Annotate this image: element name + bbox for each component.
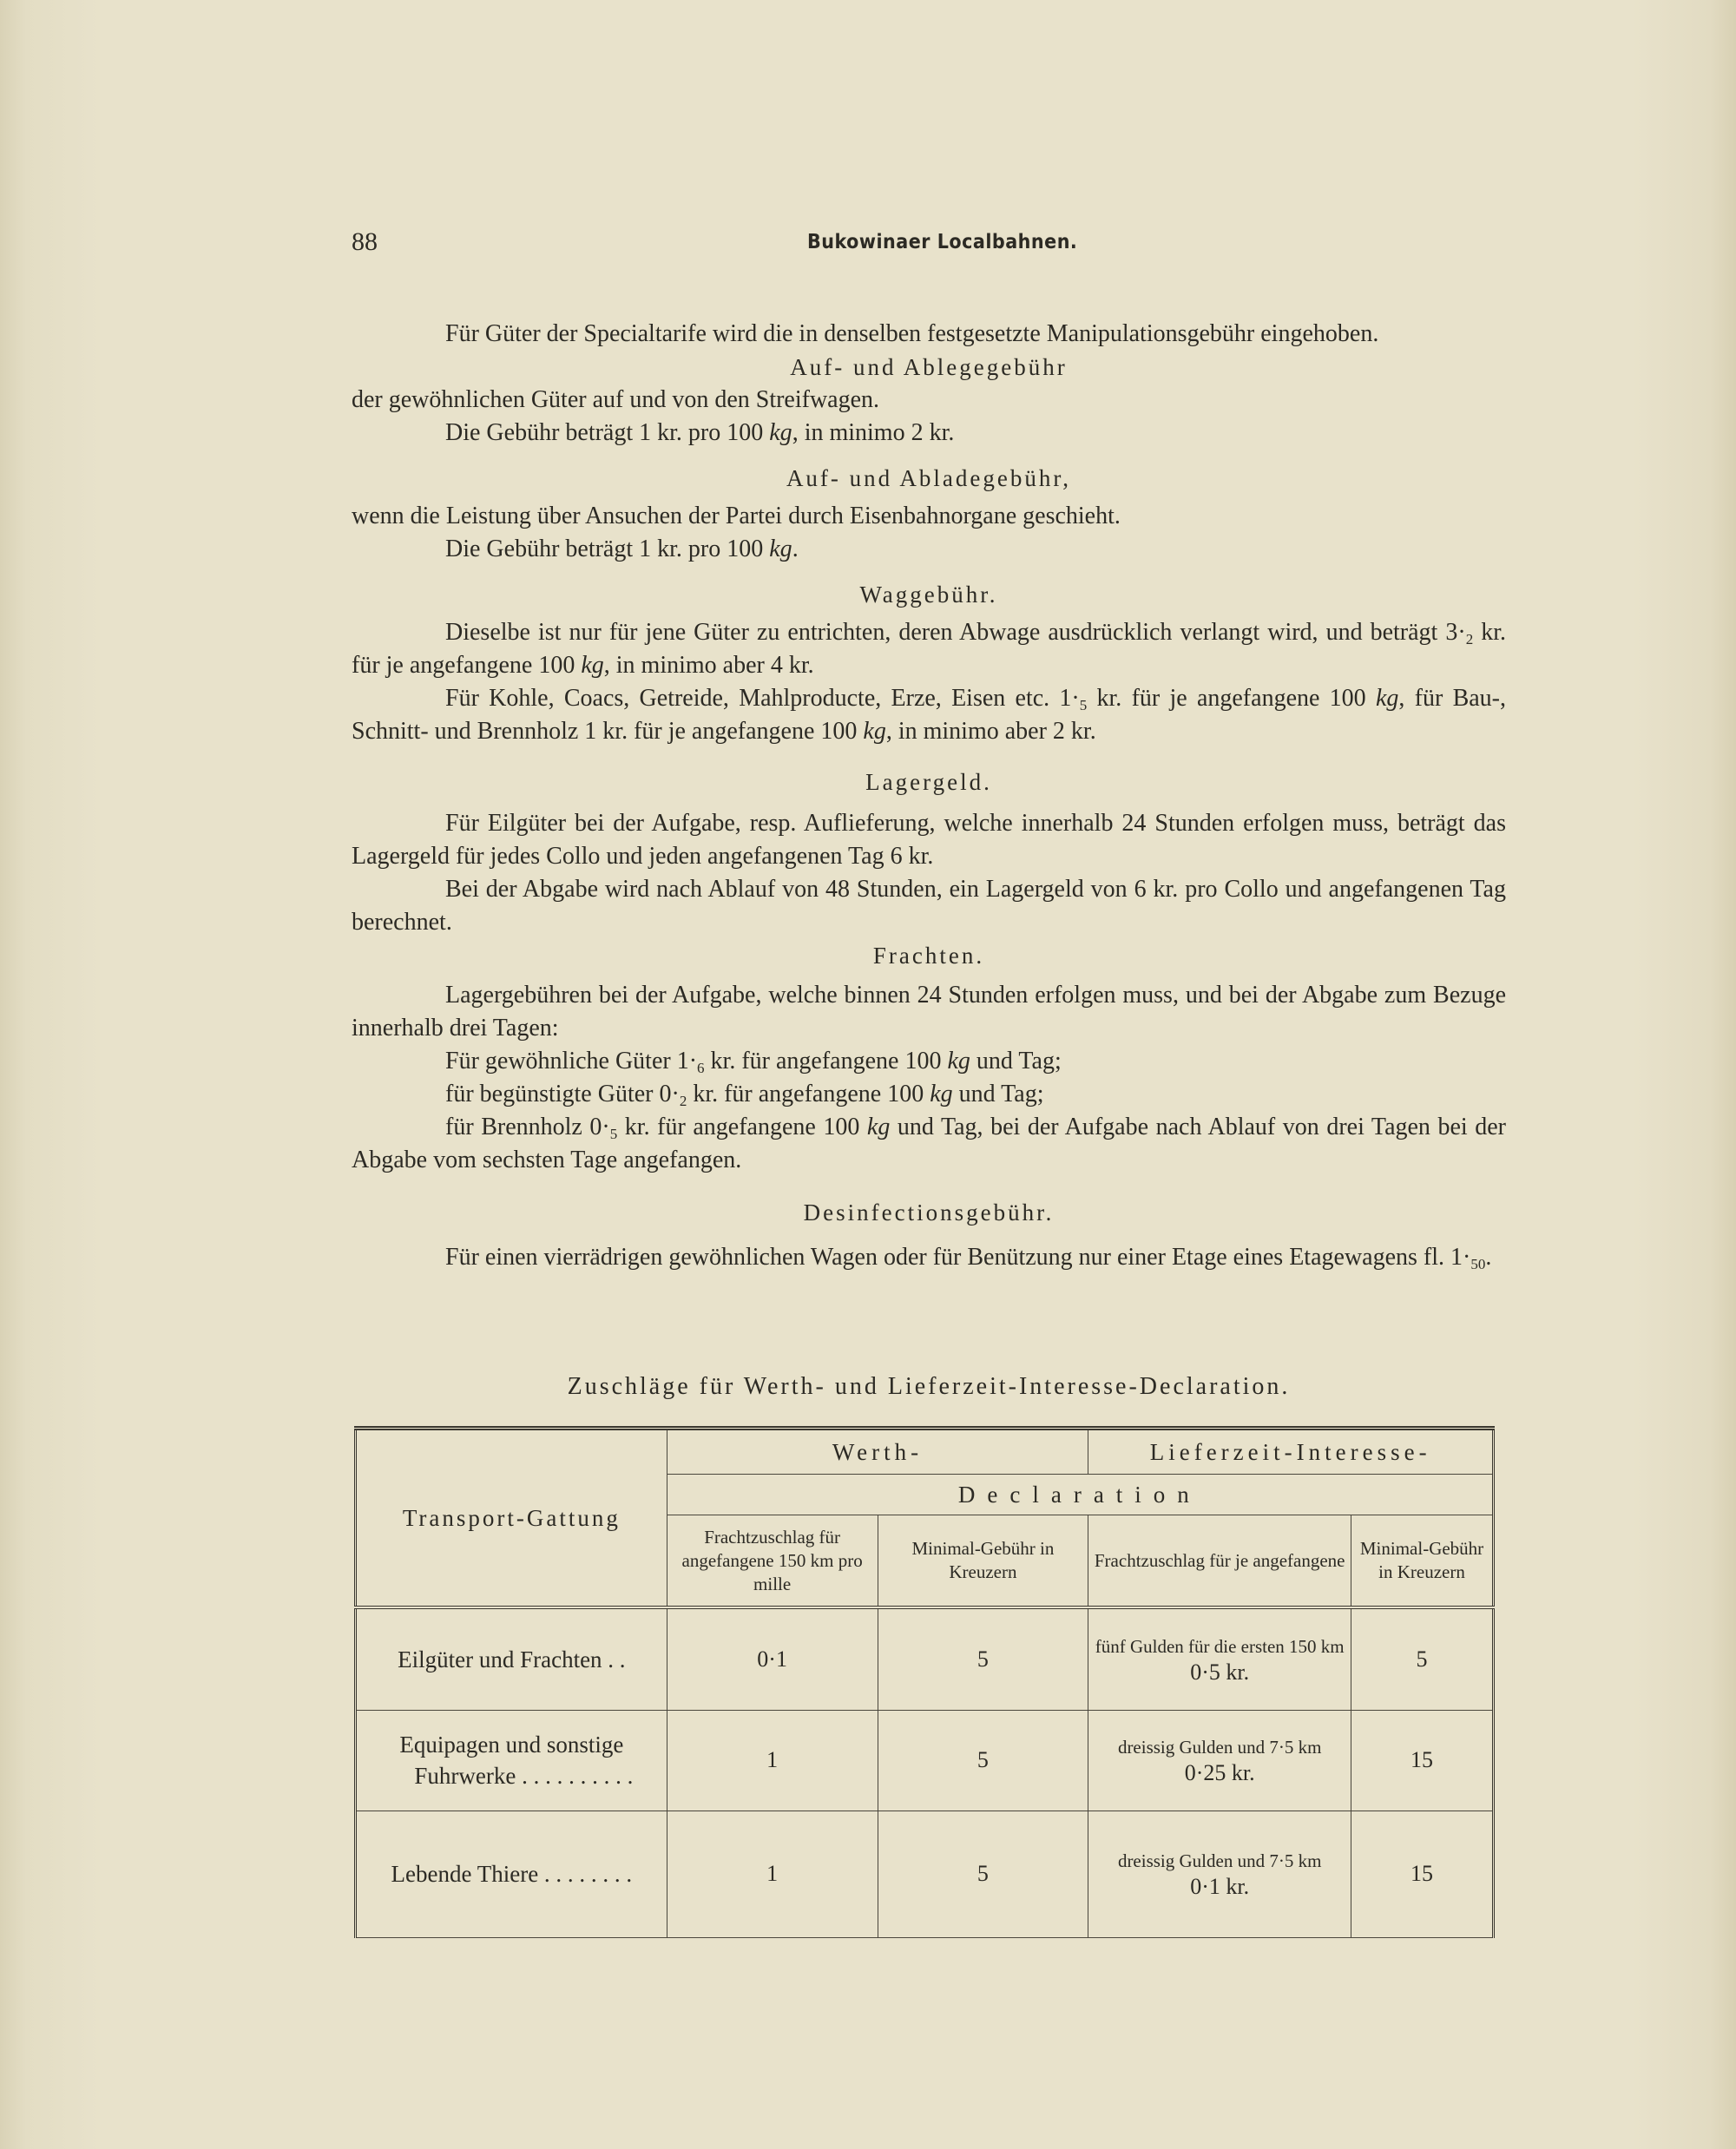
cell-liefer-zuschlag xyxy=(1088,1607,1351,1710)
unit-kg: kg xyxy=(947,1048,970,1074)
heading-ablegegebuehr: Auf- und Ablegegebühr xyxy=(790,354,1068,380)
cell-werth-minimal: 5 xyxy=(878,1607,1088,1710)
subscript: 5 xyxy=(1079,697,1088,713)
text-run: für begünstigte Güter 0· xyxy=(445,1081,680,1107)
unit-kg: kg xyxy=(769,536,792,562)
table-row xyxy=(356,1710,1494,1811)
subscript: 5 xyxy=(609,1126,618,1142)
column-header-liefer-zuschlag: Frachtzuschlag für je angefangene xyxy=(1088,1515,1351,1608)
text-run: Für einen vierrädrigen gewöhnlichen Wagen oder für Benützung nur einer Etage eines Etagewagens fl. 1· xyxy=(445,1244,1471,1271)
text-run: und Tag, bei der Aufgabe nach Ablauf von drei Tagen bei der Abgabe vom sechsten Tage angefangen. xyxy=(352,1114,1507,1173)
heading-waggebuehr: Waggebühr. xyxy=(859,582,998,608)
body-text xyxy=(352,318,1506,1274)
text-run: Die Gebühr beträgt 1 kr. pro 100 xyxy=(445,419,770,446)
unit-kg: kg xyxy=(769,419,792,446)
column-header-liefer-minimal: Minimal-Gebühr in Kreuzern xyxy=(1351,1515,1494,1608)
paragraph-abgabe: Bei der Abgabe wird nach Ablauf von 48 Stunden, ein Lagergeld von 6 kr. pro Collo und angefangenen Tag berechnet. xyxy=(352,876,1506,936)
text-run: . xyxy=(1485,1244,1492,1271)
running-head xyxy=(352,227,1506,262)
page-number: 88 xyxy=(352,227,378,256)
row-label: Lebende Thiere . . . . . . . . xyxy=(356,1811,667,1937)
text-run: , in minimo aber 4 kr. xyxy=(603,652,814,679)
row-label: Eilgüter und Frachten . . xyxy=(356,1607,667,1710)
table-title: Zuschläge für Werth- und Lieferzeit-Interesse-Declaration. xyxy=(567,1373,1291,1400)
cell-liefer-zuschlag xyxy=(1088,1811,1351,1937)
paragraph-streifwagen: der gewöhnlichen Güter auf und von den Streifwagen. xyxy=(352,386,880,413)
subscript: 50 xyxy=(1470,1256,1486,1272)
running-title: Bukowinaer Localbahnen. xyxy=(807,231,1078,253)
heading-frachten: Frachten. xyxy=(872,943,985,969)
heading-desinfection: Desinfectionsgebühr. xyxy=(803,1199,1055,1226)
row-label-line: Equipagen und sonstige xyxy=(399,1732,624,1758)
cell-value: 0·1 kr. xyxy=(1190,1874,1250,1899)
group-header-declaration: Declaration xyxy=(667,1475,1493,1515)
cell-note: dreissig Gulden und 7·5 km xyxy=(1117,1850,1322,1871)
table-header-row xyxy=(356,1429,1494,1475)
text-run: kr. für je angefangene 100 xyxy=(352,619,1507,679)
text-run: , für Bau-, Schnitt- und Brennholz 1 kr. für je angefangene 100 xyxy=(352,685,1506,745)
text-run: kr. für je angefangene 100 xyxy=(1087,685,1376,712)
cell-liefer-minimal: 5 xyxy=(1351,1607,1494,1710)
text-run: kr. für angefangene 100 xyxy=(617,1114,867,1140)
text-run: . xyxy=(792,536,799,562)
paragraph-etagewagen xyxy=(352,1241,1506,1274)
cell-werth-minimal: 5 xyxy=(878,1811,1088,1937)
row-label-line: Fuhrwerke . . . . . . . . . . xyxy=(414,1763,634,1789)
text-run: Für gewöhnliche Güter 1· xyxy=(445,1048,698,1074)
cell-liefer-minimal: 15 xyxy=(1351,1710,1494,1811)
paragraph-gewoehnliche xyxy=(352,1045,1506,1078)
unit-kg: kg xyxy=(866,1114,891,1140)
heading-lagergeld: Lagergeld. xyxy=(865,769,992,795)
row-label xyxy=(356,1710,667,1811)
paragraph-lagergebuehren: Lagergebühren bei der Aufgabe, welche binnen 24 Stunden erfolgen muss, und bei der Abgabe zum Bezuge innerhalb drei Tagen: xyxy=(352,982,1506,1042)
paragraph-eisenbahnorgane: wenn die Leistung über Ansuchen der Partei durch Eisenbahnorgane geschieht. xyxy=(352,503,1121,529)
text-run: für Brennholz 0· xyxy=(445,1114,610,1140)
cell-werth-zuschlag: 1 xyxy=(667,1811,878,1937)
column-header-werth-minimal: Minimal-Gebühr in Kreuzern xyxy=(878,1515,1088,1608)
text-run: Die Gebühr beträgt 1 kr. pro 100 xyxy=(445,536,770,562)
cell-werth-zuschlag: 1 xyxy=(667,1710,878,1811)
table-row xyxy=(356,1811,1494,1937)
text-run: , in minimo aber 2 kr. xyxy=(885,718,1096,745)
paragraph-gebuehr-2 xyxy=(352,533,1506,566)
paragraph-gebuehr-1 xyxy=(352,417,1506,450)
paragraph-brennholz xyxy=(352,1111,1506,1177)
text-run: kr. für angefangene 100 xyxy=(687,1081,930,1107)
cell-value: 0·5 kr. xyxy=(1190,1659,1250,1685)
paragraph-kohle xyxy=(352,682,1506,748)
text-run: Für Kohle, Coacs, Getreide, Mahlproducte, Erze, Eisen etc. 1· xyxy=(445,685,1080,712)
group-header-lieferzeit: Lieferzeit-Interesse- xyxy=(1088,1429,1494,1475)
subscript: 6 xyxy=(697,1060,705,1076)
unit-kg: kg xyxy=(863,718,886,745)
column-header-transport: Transport-Gattung xyxy=(356,1429,667,1608)
text-run: und Tag; xyxy=(970,1048,1062,1074)
subscript: 2 xyxy=(1465,631,1474,647)
subscript: 2 xyxy=(679,1093,687,1109)
paragraph-specialtarife: Für Güter der Specialtarife wird die in denselben festgesetzte Manipulationsgebühr eingehoben. xyxy=(445,320,1379,347)
paragraph-beguenstigte xyxy=(352,1078,1506,1111)
cell-werth-minimal: 5 xyxy=(878,1710,1088,1811)
text-run: kr. für angefangene 100 xyxy=(704,1048,948,1074)
column-header-werth-zuschlag: Frachtzuschlag für angefangene 150 km pro mille xyxy=(667,1515,878,1608)
paragraph-abwage xyxy=(352,616,1506,682)
table-row xyxy=(356,1607,1494,1710)
paragraph-eilgueter: Für Eilgüter bei der Aufgabe, resp. Auflieferung, welche innerhalb 24 Stunden erfolgen muss, beträgt das Lagergeld für jedes Collo und jeden angefangenen Tag 6 kr. xyxy=(352,810,1506,870)
cell-note: fünf Gulden für die ersten 150 km xyxy=(1095,1635,1345,1657)
unit-kg: kg xyxy=(581,652,604,679)
cell-note: dreissig Gulden und 7·5 km xyxy=(1117,1737,1322,1758)
text-run: , in minimo 2 kr. xyxy=(792,419,955,446)
cell-werth-zuschlag: 0·1 xyxy=(667,1607,878,1710)
cell-liefer-minimal: 15 xyxy=(1351,1811,1494,1937)
unit-kg: kg xyxy=(930,1081,953,1107)
surcharge-table xyxy=(354,1426,1495,1938)
group-header-werth: Werth- xyxy=(667,1429,1088,1475)
text-run: Dieselbe ist nur für jene Güter zu entrichten, deren Abwage ausdrücklich verlangt wird, und beträgt 3· xyxy=(445,619,1466,646)
cell-value: 0·25 kr. xyxy=(1184,1760,1255,1785)
cell-liefer-zuschlag xyxy=(1088,1710,1351,1811)
unit-kg: kg xyxy=(1375,685,1399,712)
text-run: und Tag; xyxy=(952,1081,1044,1107)
heading-abladegebuehr: Auf- und Abladegebühr, xyxy=(786,465,1072,491)
